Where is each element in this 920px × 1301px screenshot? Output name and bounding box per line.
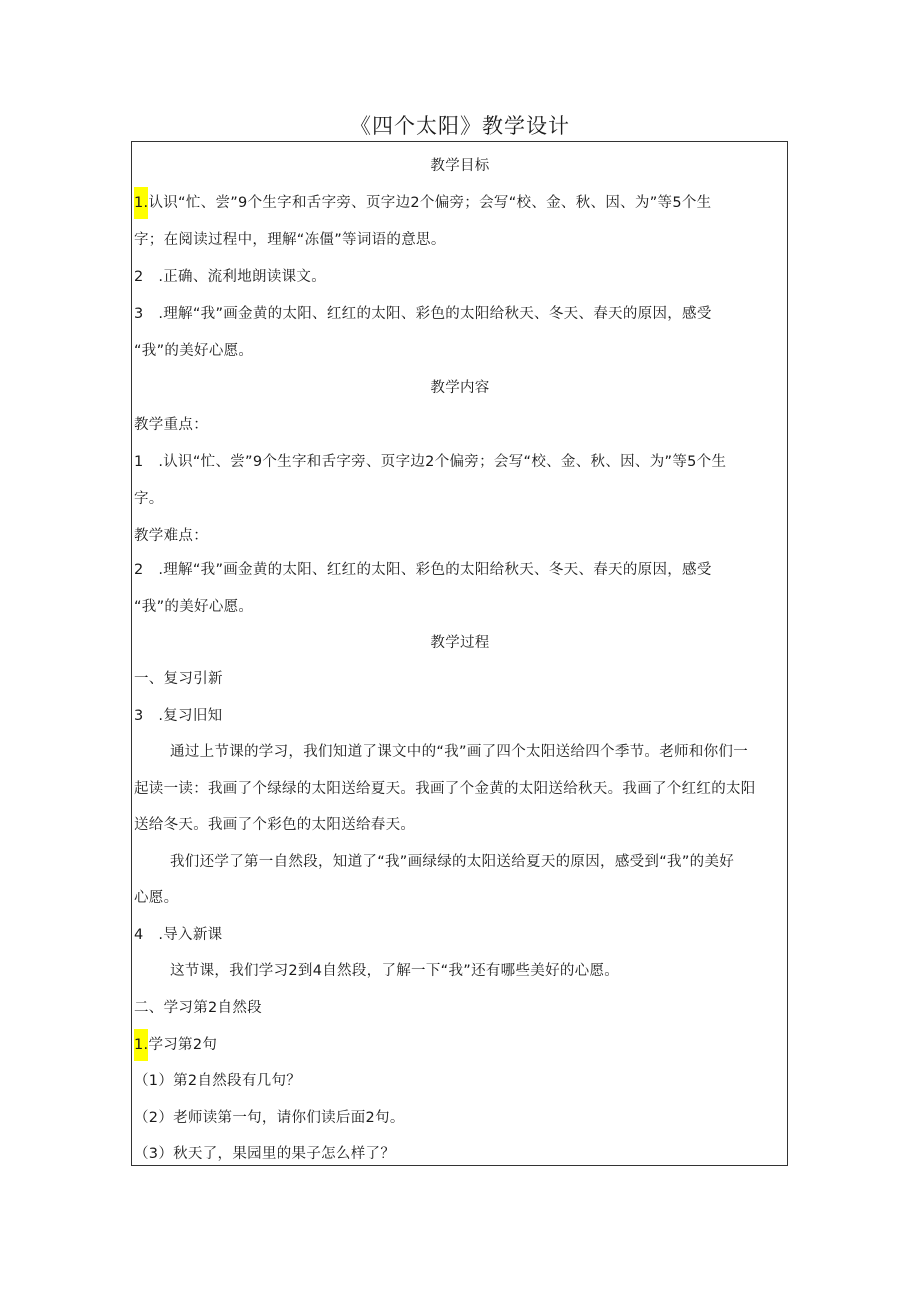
key-points-label: 教学重点： <box>134 417 208 433</box>
part-2-heading: 二、学习第2自然段 <box>134 1000 262 1016</box>
intro-paragraph: 这节课，我们学习2到4自然段，了解一下“我”还有哪些美好的心愿。 <box>170 963 620 979</box>
review-paragraph-1-line-3: 送给冬天。我画了个彩色的太阳送给春天。 <box>134 817 416 833</box>
part-1-step-1: 3 .复习旧知 <box>134 708 223 724</box>
question-1: （1）第2自然段有几句？ <box>134 1073 302 1089</box>
question-2: （2）老师读第一句，请你们读后面2句。 <box>134 1110 405 1126</box>
content-heading: 教学内容 <box>430 380 490 396</box>
question-3: （3）秋天了，果园里的果子怎么样了？ <box>134 1146 396 1162</box>
objectives-heading: 教学目标 <box>430 158 490 174</box>
review-paragraph-1-line-2: 起读一读：我画了个绿绿的太阳送给夏天。我画了个金黄的太阳送给秋天。我画了个红红的太阳 <box>134 781 756 797</box>
objective-2: 2 .正确、流利地朗读课文。 <box>134 269 327 285</box>
key-point-line-2: 字。 <box>134 491 164 507</box>
difficulty-line-2: “我”的美好心愿。 <box>134 599 254 615</box>
review-paragraph-2-line-2: 心愿。 <box>134 890 179 906</box>
part-2-step-1: 1.学习第2句 <box>134 1035 786 1061</box>
highlight-mark: 1. <box>134 1029 148 1061</box>
process-heading: 教学过程 <box>430 635 490 651</box>
objective-1-line-2: 字；在阅读过程中，理解“冻僵”等词语的意思。 <box>134 232 446 248</box>
part-1-heading: 一、复习引新 <box>134 671 223 687</box>
difficulties-label: 教学难点： <box>134 528 208 544</box>
difficulty-line-1: 2 .理解“我”画金黄的太阳、红红的太阳、彩色的太阳给秋天、冬天、春天的原因，感受 <box>134 562 712 578</box>
key-point-line-1: 1 .认识“忙、尝”9个生字和舌字旁、页字边2个偏旁；会写“校、金、秋、因、为”等5个生 <box>134 454 727 470</box>
objective-1-line-1: 1.认识“忙、尝”9个生字和舌字旁、页字边2个偏旁；会写“校、金、秋、因、为”等5个生 <box>134 193 786 219</box>
objective-3-line-1: 3 .理解“我”画金黄的太阳、红红的太阳、彩色的太阳给秋天、冬天、春天的原因，感受 <box>134 306 712 322</box>
highlight-mark: 1. <box>134 187 148 219</box>
review-paragraph-1-line-1: 通过上节课的学习，我们知道了课文中的“我”画了四个太阳送给四个季节。老师和你们一 <box>170 744 749 760</box>
page-title: 《四个太阳》教学设计 <box>350 114 570 138</box>
review-paragraph-2-line-1: 我们还学了第一自然段，知道了“我”画绿绿的太阳送给夏天的原因，感受到“我”的美好 <box>170 854 735 870</box>
objective-3-line-2: “我”的美好心愿。 <box>134 343 254 359</box>
part-1-step-2: 4 .导入新课 <box>134 927 223 943</box>
